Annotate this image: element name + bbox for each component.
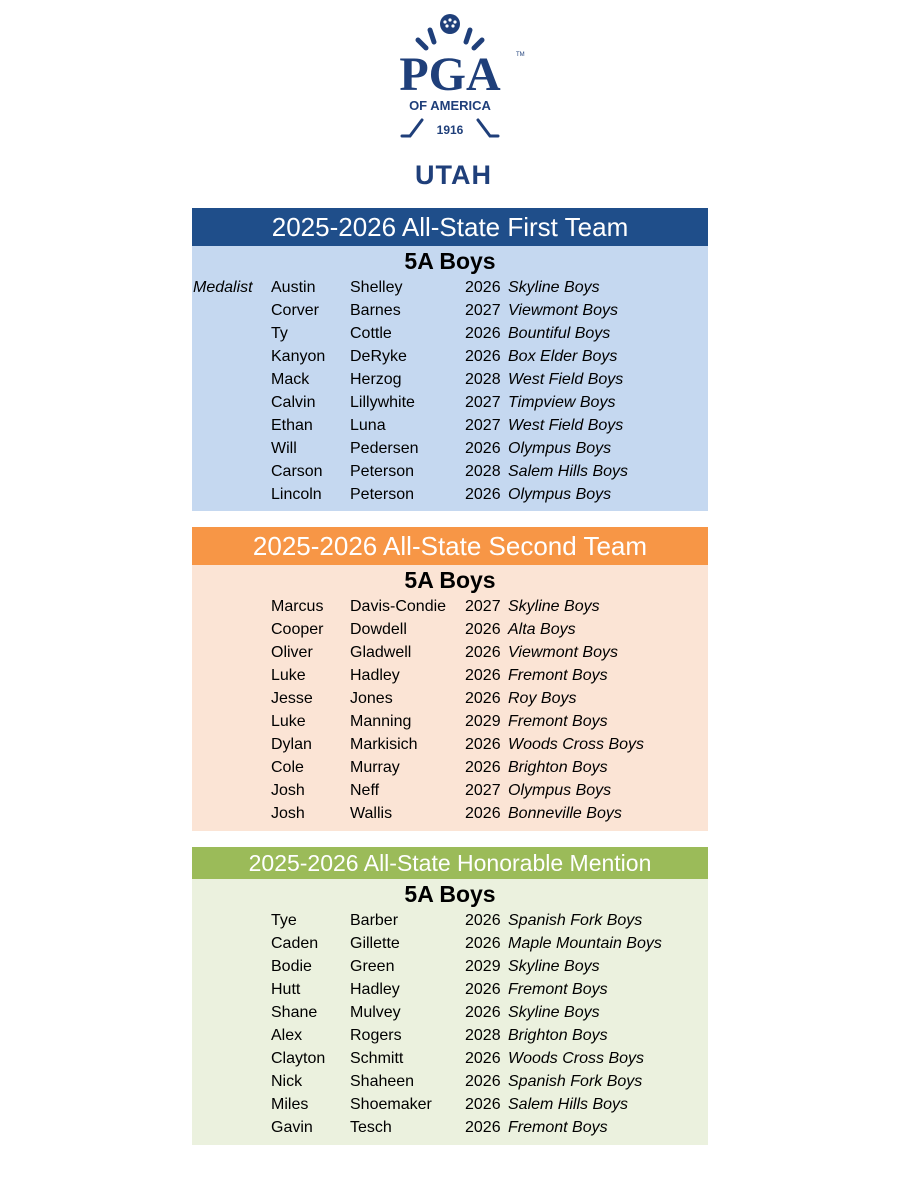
- player-grad-year: 2026: [465, 690, 501, 707]
- player-school: West Field Boys: [508, 371, 624, 388]
- player-last-name: Herzog: [350, 371, 402, 388]
- player-last-name: Manning: [350, 713, 412, 730]
- player-grad-year: 2026: [465, 279, 501, 296]
- pga-of-america-logo: [370, 12, 530, 142]
- player-first-name: Ethan: [271, 417, 313, 434]
- player-last-name: Luna: [350, 417, 386, 434]
- first-team-subheading: 5A Boys: [404, 248, 496, 274]
- player-school: Woods Cross Boys: [508, 1050, 645, 1067]
- player-row: [192, 618, 708, 641]
- player-school: Viewmont Boys: [508, 644, 618, 661]
- player-school: Salem Hills Boys: [508, 463, 629, 480]
- player-last-name: DeRyke: [350, 348, 407, 365]
- player-school: Spanish Fork Boys: [508, 1073, 643, 1090]
- player-row: [192, 802, 708, 825]
- player-last-name: Peterson: [350, 486, 415, 503]
- player-school: Brighton Boys: [508, 1027, 608, 1044]
- player-grad-year: 2026: [465, 1073, 501, 1090]
- player-row: [192, 414, 708, 437]
- player-first-name: Gavin: [271, 1119, 313, 1136]
- player-last-name: Schmitt: [350, 1050, 404, 1067]
- player-grad-year: 2028: [465, 463, 501, 480]
- player-grad-year: 2026: [465, 912, 501, 929]
- player-last-name: Markisich: [350, 736, 418, 753]
- player-school: Olympus Boys: [508, 782, 612, 799]
- player-school: Bonneville Boys: [508, 805, 622, 822]
- player-last-name: Hadley: [350, 667, 400, 684]
- second-team-heading: 2025-2026 All-State Second Team: [192, 527, 708, 565]
- player-row: [192, 1001, 708, 1024]
- player-grad-year: 2027: [465, 302, 501, 319]
- player-school: Skyline Boys: [508, 598, 600, 615]
- player-last-name: Mulvey: [350, 1004, 401, 1021]
- player-first-name: Bodie: [271, 958, 312, 975]
- player-last-name: Peterson: [350, 463, 415, 480]
- player-last-name: Shoemaker: [350, 1096, 432, 1113]
- player-first-name: Shane: [271, 1004, 318, 1021]
- player-school: Skyline Boys: [508, 958, 600, 975]
- player-last-name: Shelley: [350, 279, 403, 296]
- player-last-name: Barnes: [350, 302, 401, 319]
- first-team-body: [192, 246, 708, 511]
- player-grad-year: 2026: [465, 736, 501, 753]
- player-first-name: Miles: [271, 1096, 309, 1113]
- honorable-mention-subheading: 5A Boys: [404, 881, 496, 907]
- player-school: West Field Boys: [508, 417, 624, 434]
- player-first-name: Luke: [271, 713, 306, 730]
- player-last-name: Tesch: [350, 1119, 392, 1136]
- player-last-name: Shaheen: [350, 1073, 415, 1090]
- player-last-name: Wallis: [350, 805, 393, 822]
- player-school: Olympus Boys: [508, 486, 612, 503]
- player-first-name: Nick: [271, 1073, 303, 1090]
- player-school: Olympus Boys: [508, 440, 612, 457]
- player-first-name: Carson: [271, 463, 323, 480]
- player-grad-year: 2027: [465, 394, 501, 411]
- player-first-name: Clayton: [271, 1050, 326, 1067]
- player-school: Brighton Boys: [508, 759, 608, 776]
- player-grad-year: 2026: [465, 486, 501, 503]
- player-last-name: Cottle: [350, 325, 392, 342]
- honorable-mention-heading: 2025-2026 All-State Honorable Mention: [192, 847, 708, 879]
- player-first-name: Caden: [271, 935, 319, 952]
- player-last-name: Gladwell: [350, 644, 412, 661]
- player-grad-year: 2026: [465, 1004, 501, 1021]
- player-school: Timpview Boys: [508, 394, 616, 411]
- player-honor-label: Medalist: [193, 279, 253, 296]
- logo-year-text: 1916: [436, 123, 464, 137]
- second-team-rows: [192, 595, 708, 825]
- player-first-name: Oliver: [271, 644, 313, 661]
- player-row: [192, 595, 708, 618]
- player-school: Fremont Boys: [508, 981, 608, 998]
- player-first-name: Corver: [271, 302, 320, 319]
- player-grad-year: 2026: [465, 759, 501, 776]
- logo-of-america-text: OF AMERICA: [409, 98, 491, 113]
- player-school: Salem Hills Boys: [508, 1096, 629, 1113]
- player-grad-year: 2027: [465, 417, 501, 434]
- player-row: [192, 641, 708, 664]
- player-last-name: Gillette: [350, 935, 400, 952]
- player-row: [192, 1093, 708, 1116]
- player-school: Fremont Boys: [508, 1119, 608, 1136]
- golf-ball-icon: [440, 14, 460, 34]
- player-grad-year: 2026: [465, 667, 501, 684]
- player-grad-year: 2026: [465, 1119, 501, 1136]
- player-last-name: Murray: [350, 759, 400, 776]
- player-first-name: Jesse: [271, 690, 313, 707]
- player-first-name: Josh: [271, 805, 305, 822]
- player-row: [192, 460, 708, 483]
- player-grad-year: 2029: [465, 713, 501, 730]
- player-first-name: Ty: [271, 325, 288, 342]
- player-grad-year: 2026: [465, 325, 501, 342]
- player-row: [192, 437, 708, 460]
- player-first-name: Austin: [271, 279, 316, 296]
- player-first-name: Lincoln: [271, 486, 322, 503]
- player-grad-year: 2026: [465, 1050, 501, 1067]
- player-school: Spanish Fork Boys: [508, 912, 643, 929]
- player-last-name: Hadley: [350, 981, 400, 998]
- player-grad-year: 2027: [465, 598, 501, 615]
- player-row: [192, 1116, 708, 1139]
- second-team-subheading: 5A Boys: [404, 567, 496, 593]
- player-grad-year: 2026: [465, 981, 501, 998]
- player-first-name: Hutt: [271, 981, 301, 998]
- player-last-name: Jones: [350, 690, 393, 707]
- player-row: [192, 687, 708, 710]
- player-row: [192, 932, 708, 955]
- player-row: [192, 1047, 708, 1070]
- player-last-name: Lillywhite: [350, 394, 415, 411]
- player-first-name: Mack: [271, 371, 310, 388]
- player-school: Fremont Boys: [508, 667, 608, 684]
- player-last-name: Davis-Condie: [350, 598, 447, 615]
- player-first-name: Josh: [271, 782, 305, 799]
- player-grad-year: 2029: [465, 958, 501, 975]
- player-grad-year: 2026: [465, 644, 501, 661]
- player-grad-year: 2026: [465, 348, 501, 365]
- player-school: Box Elder Boys: [508, 348, 618, 365]
- player-row: [192, 322, 708, 345]
- player-school: Woods Cross Boys: [508, 736, 645, 753]
- player-grad-year: 2026: [465, 935, 501, 952]
- player-row: [192, 710, 708, 733]
- player-last-name: Rogers: [350, 1027, 402, 1044]
- player-first-name: Dylan: [271, 736, 312, 753]
- player-school: Alta Boys: [508, 621, 576, 638]
- player-school: Skyline Boys: [508, 279, 600, 296]
- player-row: [192, 368, 708, 391]
- player-school: Fremont Boys: [508, 713, 608, 730]
- player-grad-year: 2026: [465, 440, 501, 457]
- player-row: [192, 299, 708, 322]
- honorable-mention-section: [192, 847, 708, 1145]
- player-first-name: Marcus: [271, 598, 324, 615]
- player-row: [192, 664, 708, 687]
- honorable-mention-rows: [192, 909, 708, 1139]
- player-last-name: Neff: [350, 782, 380, 799]
- player-school: Bountiful Boys: [508, 325, 611, 342]
- player-grad-year: 2028: [465, 1027, 501, 1044]
- second-team-section: [192, 527, 708, 831]
- player-first-name: Alex: [271, 1027, 303, 1044]
- player-grad-year: 2026: [465, 621, 501, 638]
- player-last-name: Green: [350, 958, 395, 975]
- player-grad-year: 2028: [465, 371, 501, 388]
- player-row: [192, 345, 708, 368]
- player-last-name: Dowdell: [350, 621, 407, 638]
- honorable-mention-body: [192, 879, 708, 1145]
- player-grad-year: 2026: [465, 1096, 501, 1113]
- player-row: [192, 1024, 708, 1047]
- player-first-name: Tye: [271, 912, 297, 929]
- player-school: Maple Mountain Boys: [508, 935, 662, 952]
- player-grad-year: 2027: [465, 782, 501, 799]
- second-team-body: [192, 565, 708, 831]
- player-last-name: Pedersen: [350, 440, 419, 457]
- player-first-name: Kanyon: [271, 348, 326, 365]
- player-school: Skyline Boys: [508, 1004, 600, 1021]
- player-grad-year: 2026: [465, 805, 501, 822]
- first-team-section: [192, 208, 708, 511]
- logo-pga-text: PGA: [399, 48, 501, 101]
- player-row: [192, 733, 708, 756]
- player-first-name: Cooper: [271, 621, 324, 638]
- logo-tm-text: TM: [516, 52, 525, 58]
- player-school: Roy Boys: [508, 690, 577, 707]
- player-first-name: Calvin: [271, 394, 316, 411]
- player-row: [192, 483, 708, 506]
- player-row: [192, 955, 708, 978]
- player-first-name: Cole: [271, 759, 304, 776]
- player-row: [192, 391, 708, 414]
- first-team-rows: [192, 276, 708, 506]
- player-row: [192, 909, 708, 932]
- player-first-name: Will: [271, 440, 297, 457]
- player-row: [192, 779, 708, 802]
- first-team-heading: 2025-2026 All-State First Team: [192, 208, 708, 246]
- player-school: Viewmont Boys: [508, 302, 618, 319]
- player-row: [192, 1070, 708, 1093]
- player-row: [192, 978, 708, 1001]
- player-row: [192, 756, 708, 779]
- player-row: [192, 276, 708, 299]
- player-last-name: Barber: [350, 912, 399, 929]
- state-title: UTAH: [415, 160, 492, 190]
- player-first-name: Luke: [271, 667, 306, 684]
